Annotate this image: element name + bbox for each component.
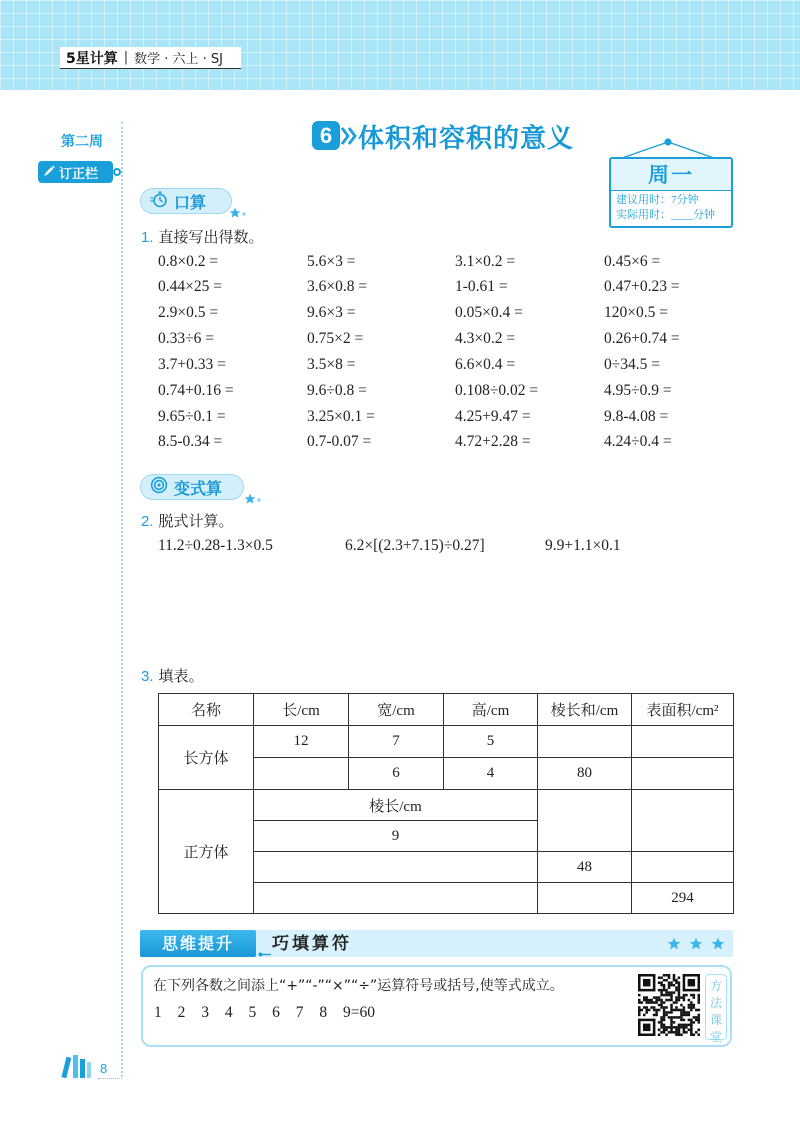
problem-item: 3.7+0.33 = <box>158 356 226 373</box>
question-2 <box>141 512 234 531</box>
problem-item: 0.05×0.4 = <box>455 304 523 321</box>
problem-item: 8.5-0.34 = <box>158 433 223 450</box>
thinking-equation: 1 2 3 4 5 6 7 8 9=60 <box>154 1004 375 1021</box>
cube-edge-blank <box>254 883 538 914</box>
cuboid-surface-area-blank <box>632 726 734 758</box>
problem-item: 0.7-0.07 = <box>307 433 372 450</box>
header-divider: | <box>123 50 129 65</box>
col-header-edge-sum: 棱长和/cm <box>538 694 632 726</box>
star-icon <box>229 204 249 223</box>
cube-surface-area-cell: 294 <box>632 883 734 914</box>
day-label: 周一 <box>611 159 731 191</box>
thinking-banner <box>140 930 733 957</box>
subject-label: 数学 · 六上 · SJ <box>134 52 224 67</box>
col-header-name: 名称 <box>159 694 254 726</box>
question-3 <box>141 667 204 686</box>
expression-item: 6.2×[(2.3+7.15)÷0.27] <box>345 537 485 554</box>
page-number: 8 <box>100 1061 108 1076</box>
day-tab <box>609 157 733 228</box>
method-class-char: 法 <box>709 996 722 1010</box>
thinking-topic: 巧填算符 <box>272 934 352 953</box>
star-icon <box>711 936 725 955</box>
connector-icon <box>258 942 271 961</box>
method-class-char: 方 <box>709 979 722 993</box>
method-class-char: 堂 <box>709 1030 722 1044</box>
question-number: 1. <box>141 229 154 246</box>
section-label-mental-math: 口算 <box>174 192 207 212</box>
question-text: 填表。 <box>158 667 204 685</box>
expression-item: 11.2÷0.28-1.3×0.5 <box>158 537 273 554</box>
problem-item: 2.9×0.5 = <box>158 304 219 321</box>
problem-item: 1-0.61 = <box>455 278 508 295</box>
problem-item: 9.6×3 = <box>307 304 356 321</box>
section-label-variant-calc: 变式算 <box>174 478 223 498</box>
cube-surface-area-blank <box>632 852 734 883</box>
question-number: 2. <box>141 513 154 530</box>
problem-item: 3.25×0.1 = <box>307 408 375 425</box>
thinking-prompt: 在下列各数之间添上“+”“-”“×”“÷”运算符号或括号,使等式成立。 <box>153 978 564 994</box>
brand-name: 5星计算 <box>66 50 118 67</box>
book-spines-icon <box>60 1052 96 1084</box>
week-label: 第二周 <box>61 134 103 150</box>
expression-item: 9.9+1.1×0.1 <box>545 537 621 554</box>
cuboid-edge-sum-blank <box>538 726 632 758</box>
col-header-width: 宽/cm <box>349 694 444 726</box>
row-label-cube: 正方体 <box>159 790 254 914</box>
cuboid-surface-area-blank <box>632 758 734 790</box>
problem-item: 5.6×3 = <box>307 253 356 270</box>
problem-item: 4.24÷0.4 = <box>604 433 672 450</box>
target-icon <box>150 476 168 498</box>
problem-item: 0.74+0.16 = <box>158 382 234 399</box>
problem-item: 4.25+9.47 = <box>455 408 531 425</box>
problem-item: 9.6÷0.8 = <box>307 382 367 399</box>
lesson-title: 体积和容积的意义 <box>358 124 575 154</box>
footer-dash <box>98 1078 122 1079</box>
problem-item: 3.6×0.8 = <box>307 278 368 295</box>
problem-item: 0.8×0.2 = <box>158 253 219 270</box>
question-text: 直接写出得数。 <box>158 228 264 246</box>
question-text: 脱式计算。 <box>158 512 234 530</box>
problem-item: 4.3×0.2 = <box>455 330 516 347</box>
problem-item: 3.5×8 = <box>307 356 356 373</box>
suggested-time: 建议用时：7分钟 <box>616 194 699 206</box>
cube-edge-sum-blank <box>538 790 632 852</box>
cube-edge-sum-cell: 48 <box>538 852 632 883</box>
cuboid-height-cell: 5 <box>444 726 538 758</box>
problem-item: 0.33÷6 = <box>158 330 214 347</box>
thinking-banner-label: 思维提升 <box>140 930 256 957</box>
problem-item: 9.65÷0.1 = <box>158 408 226 425</box>
cuboid-edge-sum-cell: 80 <box>538 758 632 790</box>
pencil-icon <box>43 164 56 181</box>
problem-item: 0.47+0.23 = <box>604 278 680 295</box>
correction-badge <box>38 161 113 183</box>
lesson-number-badge: 6 <box>312 121 340 150</box>
margin-dotted-line <box>121 122 123 1077</box>
top-banner <box>0 0 800 90</box>
cube-surface-area-blank <box>632 790 734 852</box>
problem-item: 0.44×25 = <box>158 278 222 295</box>
dimension-table <box>158 693 734 914</box>
star-icon <box>689 936 703 955</box>
difficulty-stars <box>667 936 725 955</box>
col-header-surface-area: 表面积/cm² <box>632 694 734 726</box>
cuboid-length-cell: 12 <box>254 726 349 758</box>
cuboid-width-cell: 7 <box>349 726 444 758</box>
cube-edge-header: 棱长/cm <box>254 790 538 821</box>
problem-item: 120×0.5 = <box>604 304 668 321</box>
connector-dot <box>113 168 121 176</box>
problem-item: 0.26+0.74 = <box>604 330 680 347</box>
section-pill-mental-math <box>140 188 232 214</box>
problem-item: 9.8-4.08 = <box>604 408 669 425</box>
qr-code[interactable] <box>638 974 700 1040</box>
col-header-length: 长/cm <box>254 694 349 726</box>
question-1 <box>141 228 264 247</box>
star-icon <box>667 936 681 955</box>
problem-item: 0.108÷0.02 = <box>455 382 539 399</box>
actual-time: 实际用时：____分钟 <box>616 209 715 221</box>
problem-item: 0.45×6 = <box>604 253 661 270</box>
cube-edge-sum-blank <box>538 883 632 914</box>
problem-item: 3.1×0.2 = <box>455 253 516 270</box>
row-label-cuboid: 长方体 <box>159 726 254 790</box>
cuboid-height-cell: 4 <box>444 758 538 790</box>
col-header-height: 高/cm <box>444 694 538 726</box>
method-class-label <box>705 974 727 1044</box>
question-number: 3. <box>141 668 154 685</box>
stopwatch-icon <box>150 190 168 212</box>
cube-edge-cell: 9 <box>254 821 538 852</box>
cuboid-length-blank <box>254 758 349 790</box>
double-chevron-icon <box>340 124 357 152</box>
problem-item: 6.6×0.4 = <box>455 356 516 373</box>
correction-label: 订正栏 <box>59 166 99 182</box>
cuboid-width-cell: 6 <box>349 758 444 790</box>
cube-edge-blank <box>254 852 538 883</box>
series-label <box>60 47 241 69</box>
star-icon <box>244 490 264 509</box>
problem-item: 4.95÷0.9 = <box>604 382 672 399</box>
problem-item: 4.72+2.28 = <box>455 433 531 450</box>
section-pill-variant-calc <box>140 474 244 500</box>
method-class-char: 课 <box>709 1013 722 1027</box>
problem-item: 0÷34.5 = <box>604 356 660 373</box>
problem-item: 0.75×2 = <box>307 330 364 347</box>
